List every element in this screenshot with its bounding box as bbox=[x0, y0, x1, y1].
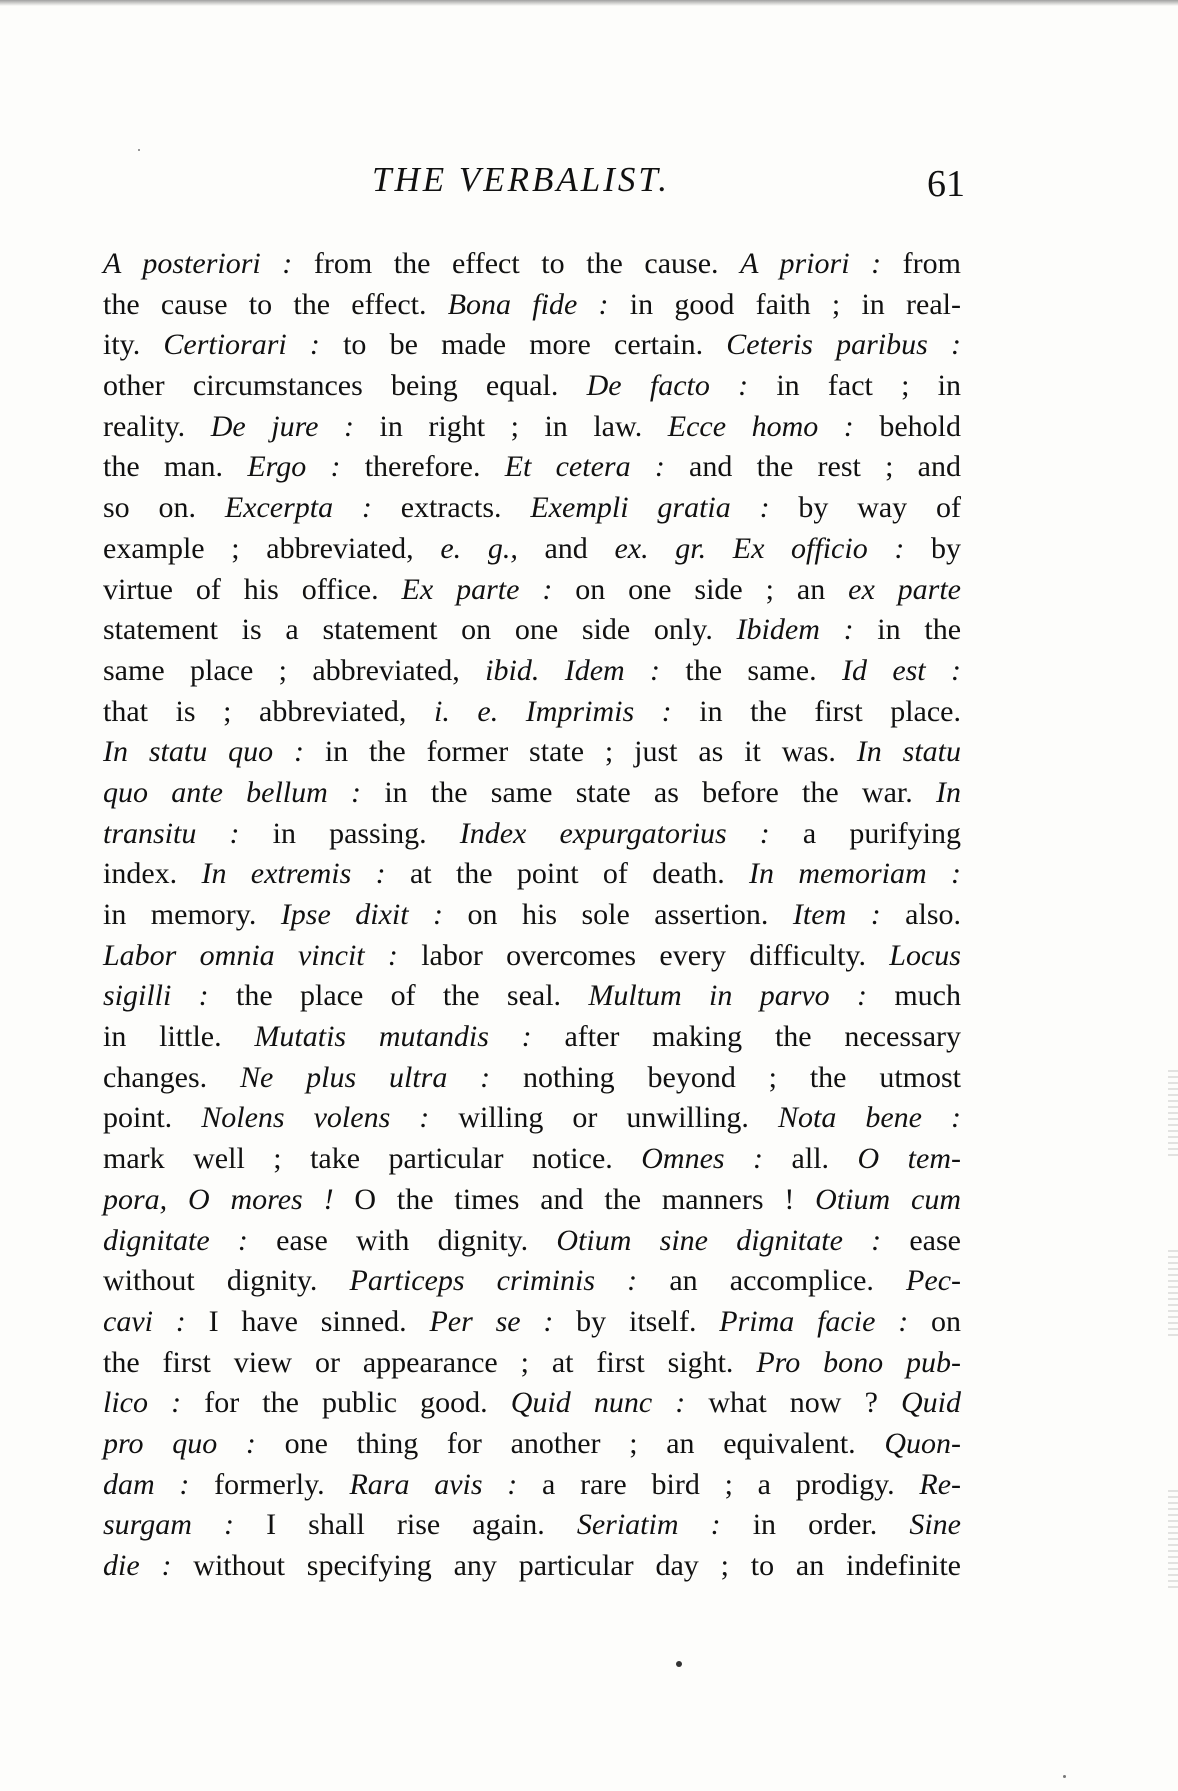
text-line bbox=[103, 1180, 961, 1221]
latin-term: O tem- bbox=[857, 1142, 961, 1176]
latin-term: Id est : bbox=[841, 653, 961, 687]
text-line bbox=[103, 1424, 961, 1465]
text-line bbox=[103, 895, 961, 936]
text-line bbox=[103, 1139, 961, 1180]
latin-term: In bbox=[936, 775, 962, 809]
latin-term: Multum in parvo : bbox=[588, 979, 868, 1013]
definition-text: on one side ; an bbox=[552, 572, 849, 606]
definition-text: statement is a statement on one side only. bbox=[103, 613, 737, 647]
latin-term: Pec- bbox=[906, 1264, 961, 1298]
definition-text: behold bbox=[853, 409, 961, 443]
definition-text: I have sinned. bbox=[185, 1304, 430, 1338]
latin-term: Exempli gratia : bbox=[530, 491, 770, 525]
latin-term: Ex officio : bbox=[732, 531, 905, 565]
paper-speck bbox=[138, 149, 140, 151]
latin-term: e. g., bbox=[440, 531, 518, 565]
definition-text: willing or unwilling. bbox=[429, 1101, 778, 1135]
definition-text: changes. bbox=[103, 1060, 240, 1094]
latin-term: Otium sine dignitate : bbox=[556, 1223, 882, 1257]
latin-term: Quid nunc : bbox=[510, 1386, 686, 1420]
text-line bbox=[103, 407, 961, 448]
latin-term: De facto : bbox=[586, 369, 749, 403]
definition-text: labor overcomes every difficulty. bbox=[397, 938, 890, 972]
text-line bbox=[103, 1505, 961, 1546]
text-line bbox=[103, 854, 961, 895]
latin-term: Ecce homo : bbox=[667, 409, 854, 443]
text-line bbox=[103, 610, 961, 651]
definition-text: and the rest ; and bbox=[664, 450, 961, 484]
latin-term: pro quo : bbox=[103, 1426, 256, 1460]
definition-text: example ; abbreviated, bbox=[103, 531, 441, 565]
definition-text bbox=[706, 532, 733, 565]
definition-text: on bbox=[908, 1304, 961, 1338]
paper-speck bbox=[1063, 1775, 1066, 1778]
text-line bbox=[103, 447, 961, 488]
definition-text: in memory. bbox=[103, 898, 281, 931]
text-line bbox=[103, 570, 961, 611]
definition-text: index. bbox=[103, 857, 202, 891]
text-line bbox=[103, 244, 961, 285]
latin-term: Ceteris paribus : bbox=[726, 328, 961, 362]
latin-term: Sine bbox=[909, 1508, 961, 1542]
definition-text: what now ? bbox=[685, 1386, 902, 1420]
definition-text: that is ; abbreviated, bbox=[103, 694, 434, 728]
latin-term: Idem : bbox=[564, 653, 661, 687]
text-line bbox=[103, 1098, 961, 1139]
page-number: 61 bbox=[927, 163, 965, 205]
definition-text: from the effect to the cause. bbox=[292, 247, 741, 280]
text-line bbox=[103, 325, 961, 366]
latin-term: dignitate : bbox=[103, 1223, 248, 1257]
latin-term: Mutatis mutandis : bbox=[254, 1020, 532, 1054]
latin-term: Rara avis : bbox=[349, 1467, 518, 1501]
definition-text: on his sole assertion. bbox=[443, 898, 793, 931]
text-line bbox=[103, 732, 961, 773]
text-line bbox=[103, 936, 961, 977]
text-line bbox=[103, 1302, 961, 1343]
running-head bbox=[0, 160, 1178, 220]
latin-term: die : bbox=[103, 1549, 172, 1582]
latin-term: Imprimis : bbox=[525, 694, 672, 728]
latin-term: ex. gr. bbox=[614, 531, 707, 565]
latin-term: A posteriori : bbox=[103, 247, 293, 280]
latin-term: ex parte bbox=[848, 572, 961, 606]
definition-text: so on. bbox=[103, 491, 225, 525]
definition-text: O the times and the manners ! bbox=[333, 1182, 816, 1216]
definition-text: ity. bbox=[103, 328, 164, 362]
latin-term: Otium cum bbox=[815, 1182, 961, 1216]
latin-term: Locus bbox=[889, 938, 961, 972]
latin-term: pora, O mores ! bbox=[103, 1182, 334, 1216]
latin-term: Pro bono pub- bbox=[756, 1345, 961, 1379]
page-edge-mark bbox=[1168, 1250, 1178, 1340]
latin-term: i. e. bbox=[434, 694, 499, 728]
body-text bbox=[103, 244, 961, 1587]
text-line bbox=[103, 1383, 961, 1424]
definition-text: the cause to the effect. bbox=[103, 287, 448, 321]
definition-text: by way of bbox=[769, 491, 961, 525]
definition-text: nothing beyond ; the utmost bbox=[490, 1060, 961, 1094]
definition-text: formerly. bbox=[189, 1467, 350, 1501]
text-line bbox=[103, 529, 961, 570]
latin-term: In memoriam : bbox=[749, 857, 961, 891]
latin-term: dam : bbox=[103, 1467, 190, 1501]
text-line bbox=[103, 1546, 961, 1587]
latin-term: Seriatim : bbox=[576, 1508, 721, 1542]
page-edge-mark bbox=[1168, 1070, 1178, 1160]
latin-term: lico : bbox=[103, 1386, 182, 1420]
definition-text: at the point of death. bbox=[385, 857, 750, 891]
definition-text: other circumstances being equal. bbox=[103, 369, 587, 403]
latin-term: Per se : bbox=[429, 1304, 554, 1338]
text-line bbox=[103, 1221, 961, 1262]
text-line bbox=[103, 488, 961, 529]
definition-text bbox=[498, 695, 526, 728]
definition-text: in the first place. bbox=[671, 694, 961, 728]
text-line bbox=[103, 366, 961, 407]
definition-text: in the same state as before the war. bbox=[361, 775, 937, 809]
page-top-edge bbox=[0, 0, 1178, 6]
definition-text: also. bbox=[880, 898, 962, 931]
definition-text: in the bbox=[853, 613, 962, 647]
definition-text: by itself. bbox=[553, 1304, 720, 1338]
latin-term: Ipse dixit : bbox=[280, 898, 444, 931]
definition-text: for the public good. bbox=[181, 1386, 511, 1420]
latin-term: In extremis : bbox=[201, 857, 386, 891]
definition-text: in good faith ; in real- bbox=[608, 287, 961, 321]
text-line bbox=[103, 773, 961, 814]
latin-term: In statu bbox=[856, 735, 961, 769]
latin-term: Nota bene : bbox=[777, 1101, 962, 1135]
latin-term: Bona fide : bbox=[447, 287, 609, 321]
definition-text: extracts. bbox=[371, 491, 531, 525]
text-line bbox=[103, 1465, 961, 1506]
text-line bbox=[103, 1058, 961, 1099]
latin-term: Labor omnia vincit : bbox=[103, 938, 398, 972]
definition-text: a rare bird ; a prodigy. bbox=[517, 1467, 920, 1501]
definition-text: much bbox=[867, 979, 961, 1013]
printers-mark bbox=[676, 1661, 682, 1667]
definition-text: the place of the seal. bbox=[208, 979, 589, 1013]
definition-text: all. bbox=[763, 1142, 858, 1176]
definition-text: in the former state ; just as it was. bbox=[303, 735, 857, 769]
definition-text: in passing. bbox=[239, 816, 460, 850]
latin-term: Certiorari : bbox=[163, 328, 320, 362]
definition-text: and bbox=[517, 531, 615, 565]
latin-term: Et cetera : bbox=[504, 450, 665, 484]
latin-term: cavi : bbox=[103, 1304, 186, 1338]
latin-term: Excerpta : bbox=[224, 491, 372, 525]
definition-text: without specifying any particular day ; to an indefinite bbox=[171, 1549, 961, 1582]
definition-text: an accomplice. bbox=[637, 1264, 907, 1298]
definition-text: one thing for another ; an equivalent. bbox=[255, 1426, 885, 1460]
definition-text: in little. bbox=[103, 1020, 255, 1054]
definition-text: reality. bbox=[103, 409, 211, 443]
definition-text: the first view or appearance ; at first sight. bbox=[103, 1345, 757, 1379]
latin-term: ibid. bbox=[485, 653, 540, 687]
definition-text: by bbox=[904, 531, 961, 565]
latin-term: quo ante bellum : bbox=[103, 775, 362, 809]
definition-text: from bbox=[881, 247, 961, 280]
definition-text bbox=[539, 654, 564, 687]
text-line bbox=[103, 1261, 961, 1302]
definition-text: I shall rise again. bbox=[233, 1508, 577, 1542]
definition-text: mark well ; take particular notice. bbox=[103, 1142, 642, 1176]
latin-term: Ne plus ultra : bbox=[239, 1060, 491, 1094]
latin-term: Re- bbox=[919, 1467, 962, 1501]
latin-term: Prima facie : bbox=[719, 1304, 909, 1338]
definition-text: ease with dignity. bbox=[247, 1223, 557, 1257]
definition-text: virtue of his office. bbox=[103, 572, 402, 606]
latin-term: Quid bbox=[901, 1386, 962, 1420]
latin-term: Item : bbox=[792, 898, 881, 931]
definition-text: a purifying bbox=[769, 816, 961, 850]
definition-text: after making the necessary bbox=[531, 1020, 961, 1054]
text-line bbox=[103, 692, 961, 733]
latin-term: Ex parte : bbox=[401, 572, 553, 606]
text-line bbox=[103, 285, 961, 326]
text-line bbox=[103, 814, 961, 855]
latin-term: Omnes : bbox=[641, 1142, 764, 1176]
text-line bbox=[103, 651, 961, 692]
latin-term: Particeps criminis : bbox=[349, 1264, 638, 1298]
definition-text: point. bbox=[103, 1101, 202, 1135]
latin-term: Quon- bbox=[884, 1426, 961, 1460]
definition-text: same place ; abbreviated, bbox=[103, 653, 486, 687]
definition-text: in right ; in law. bbox=[353, 409, 668, 443]
latin-term: In statu quo : bbox=[103, 735, 304, 769]
definition-text: the same. bbox=[660, 653, 842, 687]
latin-term: A priori : bbox=[740, 247, 882, 280]
latin-term: sigilli : bbox=[103, 979, 209, 1013]
text-line bbox=[103, 1343, 961, 1384]
text-line bbox=[103, 976, 961, 1017]
text-line bbox=[103, 1017, 961, 1058]
definition-text: without dignity. bbox=[103, 1264, 350, 1298]
definition-text: in order. bbox=[720, 1508, 910, 1542]
latin-term: transitu : bbox=[103, 816, 240, 850]
latin-term: Index expurgatorius : bbox=[459, 816, 770, 850]
definition-text: to be made more certain. bbox=[319, 328, 727, 362]
definition-text: ease bbox=[881, 1223, 961, 1257]
page-edge-mark bbox=[1168, 1490, 1178, 1590]
latin-term: Ergo : bbox=[247, 450, 341, 484]
definition-text: therefore. bbox=[340, 450, 505, 484]
latin-term: Ibidem : bbox=[736, 613, 854, 647]
definition-text: the man. bbox=[103, 450, 248, 484]
latin-term: Nolens volens : bbox=[201, 1101, 430, 1135]
latin-term: De jure : bbox=[210, 409, 354, 443]
latin-term: surgam : bbox=[103, 1508, 234, 1542]
definition-text: in fact ; in bbox=[748, 369, 961, 403]
running-title: THE VERBALIST. bbox=[372, 160, 671, 199]
